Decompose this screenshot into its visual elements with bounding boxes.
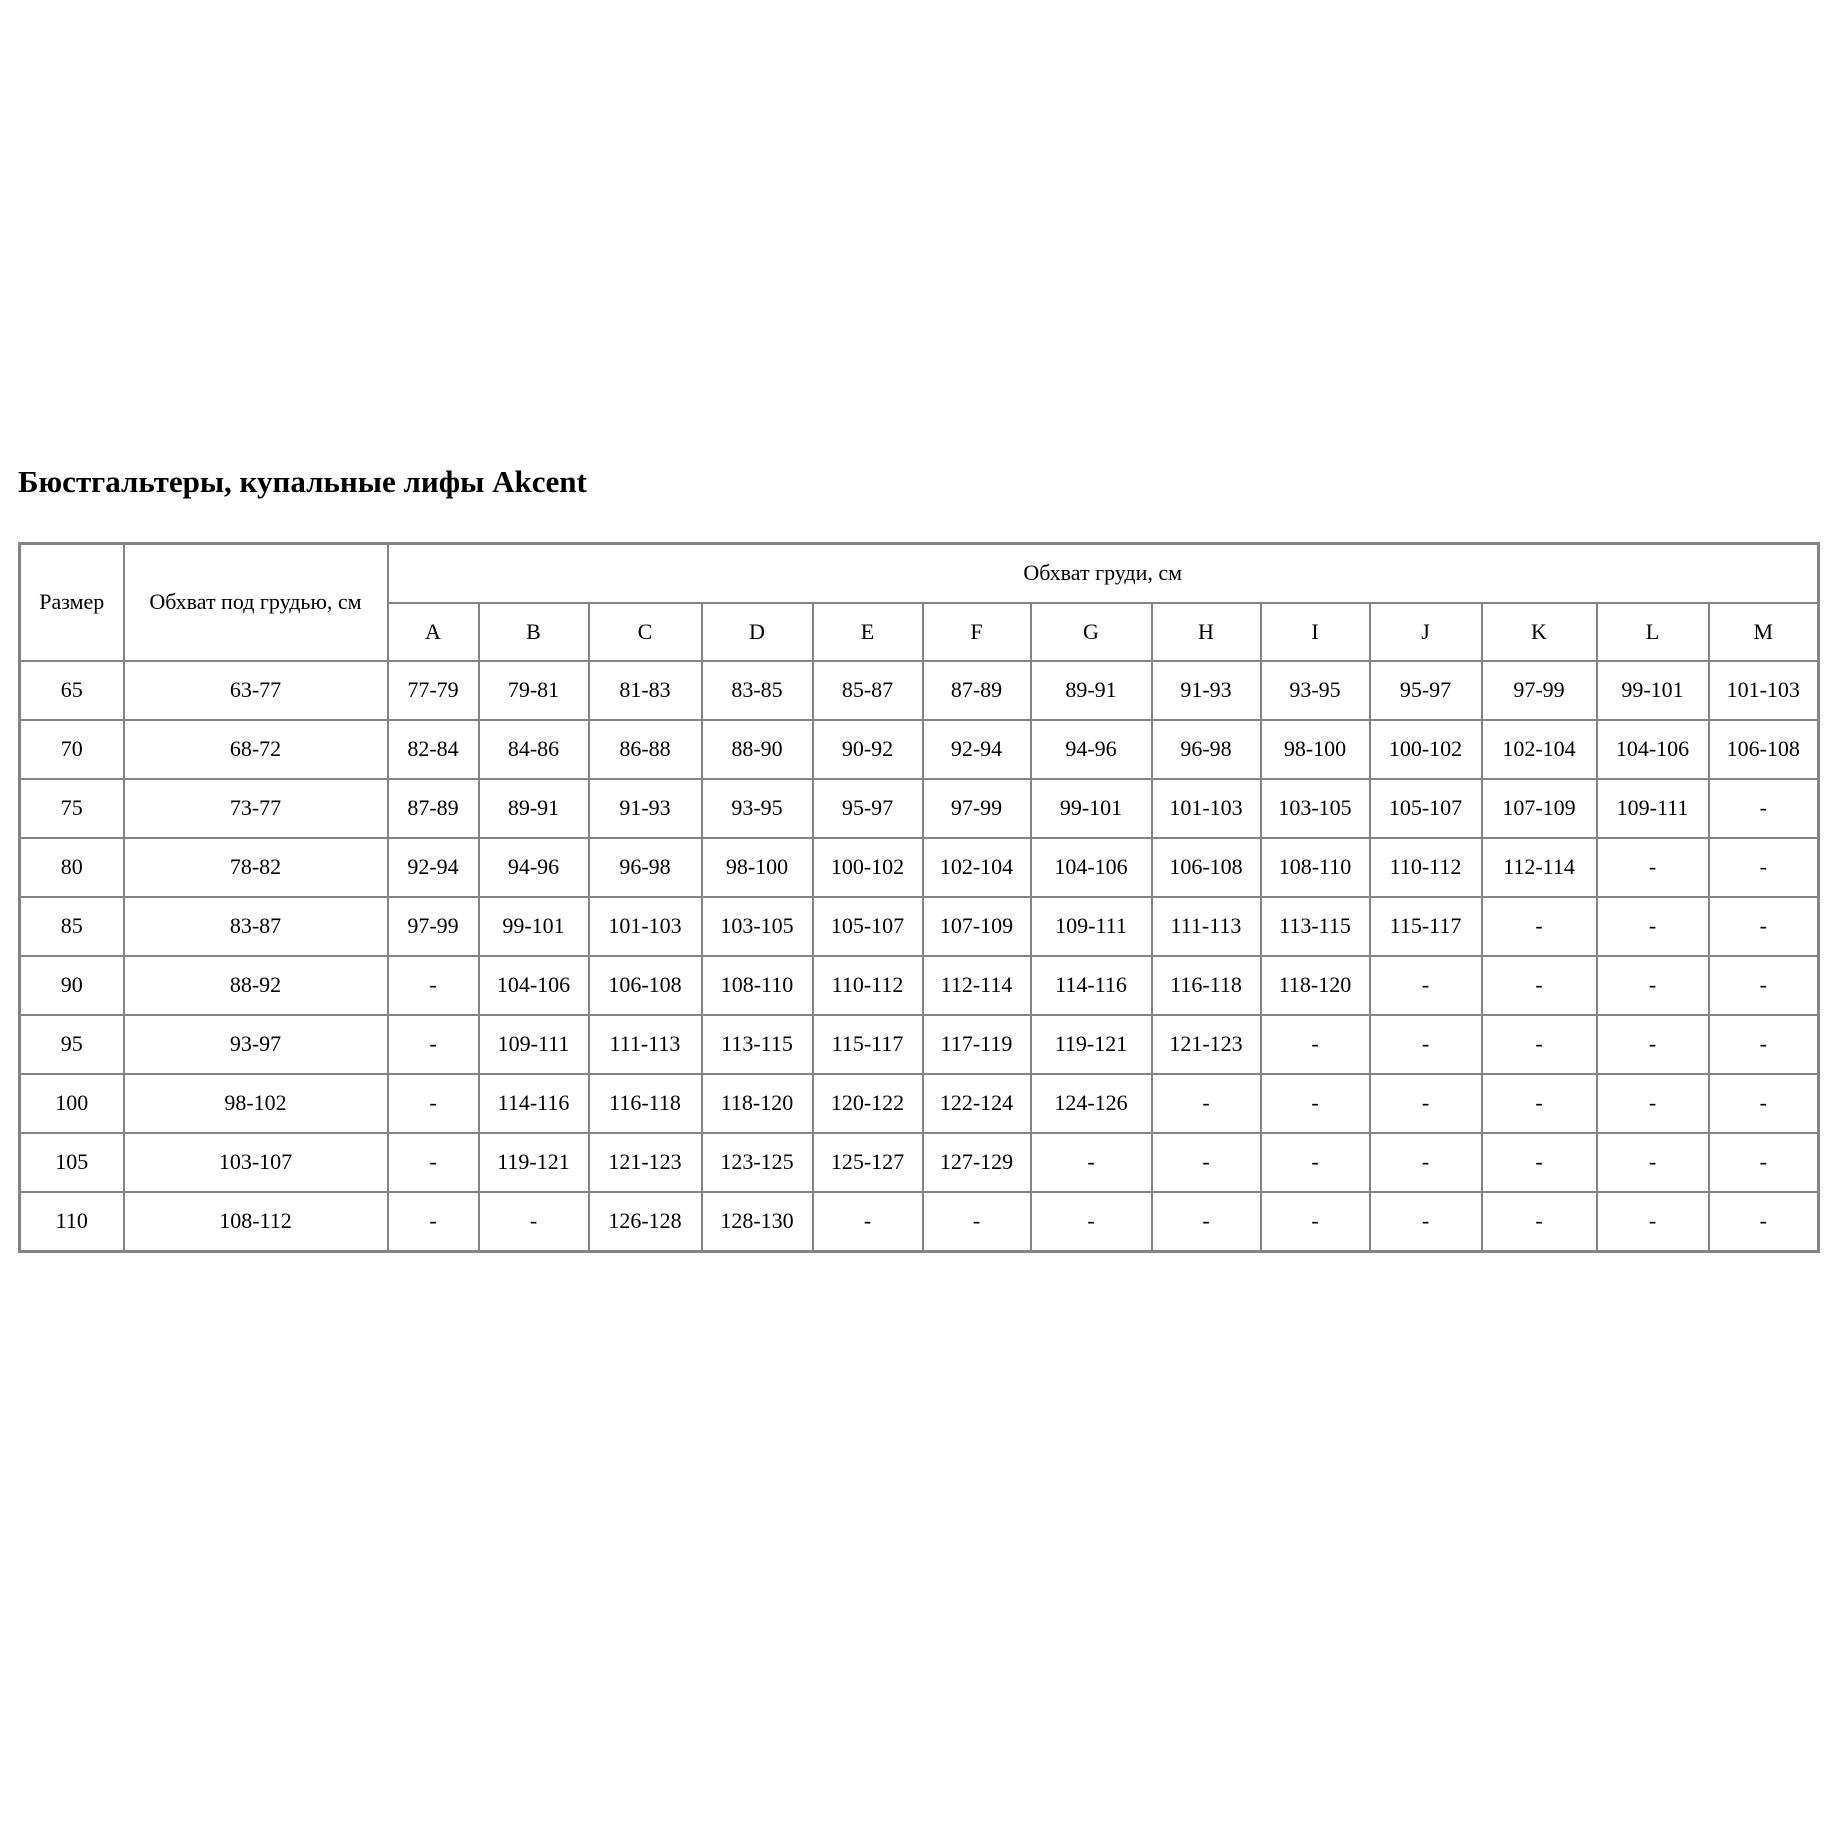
- cup-header-K: K: [1482, 603, 1597, 661]
- cup-cell: -: [1152, 1133, 1261, 1192]
- cup-cell: 82-84: [388, 720, 479, 779]
- cup-cell: -: [1709, 1192, 1819, 1251]
- cup-cell: 109-111: [479, 1015, 589, 1074]
- cup-cell: 119-121: [1031, 1015, 1152, 1074]
- cup-cell: -: [923, 1192, 1031, 1251]
- cup-cell: -: [1031, 1133, 1152, 1192]
- cup-cell: -: [1709, 779, 1819, 838]
- cup-cell: -: [1152, 1192, 1261, 1251]
- cup-header-H: H: [1152, 603, 1261, 661]
- underbust-cell: 78-82: [124, 838, 388, 897]
- table-row: [20, 1192, 1819, 1251]
- cup-cell: -: [1261, 1192, 1370, 1251]
- size-cell: 95: [20, 1015, 124, 1074]
- underbust-cell: 73-77: [124, 779, 388, 838]
- cup-cell: -: [1261, 1074, 1370, 1133]
- underbust-cell: 88-92: [124, 956, 388, 1015]
- cup-cell: 123-125: [702, 1133, 813, 1192]
- size-cell: 80: [20, 838, 124, 897]
- cup-cell: -: [1482, 1192, 1597, 1251]
- cup-cell: 79-81: [479, 661, 589, 720]
- cup-cell: -: [388, 1192, 479, 1251]
- cup-cell: -: [1709, 1074, 1819, 1133]
- cup-cell: 97-99: [923, 779, 1031, 838]
- cup-cell: 101-103: [1152, 779, 1261, 838]
- cup-cell: 113-115: [702, 1015, 813, 1074]
- cup-cell: 106-108: [1152, 838, 1261, 897]
- table-row: [20, 1133, 1819, 1192]
- cup-cell: 96-98: [589, 838, 702, 897]
- cup-cell: 116-118: [589, 1074, 702, 1133]
- cup-cell: 109-111: [1031, 897, 1152, 956]
- cup-cell: -: [813, 1192, 923, 1251]
- size-cell: 75: [20, 779, 124, 838]
- cup-cell: 87-89: [388, 779, 479, 838]
- cup-cell: 112-114: [1482, 838, 1597, 897]
- table-row: [20, 897, 1819, 956]
- cup-cell: 106-108: [1709, 720, 1819, 779]
- cup-cell: 112-114: [923, 956, 1031, 1015]
- cup-header-A: A: [388, 603, 479, 661]
- cup-header-L: L: [1597, 603, 1709, 661]
- size-cell: 110: [20, 1192, 124, 1251]
- cup-cell: -: [388, 1074, 479, 1133]
- cup-header-E: E: [813, 603, 923, 661]
- cup-cell: -: [1482, 1015, 1597, 1074]
- cup-cell: 98-100: [1261, 720, 1370, 779]
- cup-cell: -: [1370, 956, 1482, 1015]
- cup-cell: -: [1709, 897, 1819, 956]
- underbust-cell: 98-102: [124, 1074, 388, 1133]
- cup-cell: 120-122: [813, 1074, 923, 1133]
- cup-cell: 101-103: [589, 897, 702, 956]
- cup-cell: 110-112: [813, 956, 923, 1015]
- cup-cell: -: [1597, 1192, 1709, 1251]
- cup-cell: 100-102: [1370, 720, 1482, 779]
- cup-cell: 95-97: [1370, 661, 1482, 720]
- cup-cell: 86-88: [589, 720, 702, 779]
- cup-cell: 115-117: [1370, 897, 1482, 956]
- cup-cell: -: [1261, 1015, 1370, 1074]
- cup-cell: 92-94: [923, 720, 1031, 779]
- cup-header-J: J: [1370, 603, 1482, 661]
- cup-cell: -: [1370, 1133, 1482, 1192]
- cup-cell: 121-123: [1152, 1015, 1261, 1074]
- cup-cell: 125-127: [813, 1133, 923, 1192]
- cup-cell: 127-129: [923, 1133, 1031, 1192]
- cup-cell: 115-117: [813, 1015, 923, 1074]
- cup-cell: 108-110: [1261, 838, 1370, 897]
- cup-header-M: M: [1709, 603, 1819, 661]
- cup-cell: 98-100: [702, 838, 813, 897]
- cup-cell: 103-105: [702, 897, 813, 956]
- size-cell: 70: [20, 720, 124, 779]
- underbust-cell: 63-77: [124, 661, 388, 720]
- cup-cell: 110-112: [1370, 838, 1482, 897]
- cup-cell: -: [1482, 897, 1597, 956]
- table-header-row-1: [20, 544, 1819, 604]
- cup-header-B: B: [479, 603, 589, 661]
- size-cell: 100: [20, 1074, 124, 1133]
- cup-cell: -: [1370, 1015, 1482, 1074]
- cup-cell: -: [388, 1015, 479, 1074]
- cup-cell: -: [1597, 1133, 1709, 1192]
- cup-cell: 104-106: [479, 956, 589, 1015]
- cup-cell: -: [1597, 838, 1709, 897]
- cup-cell: 109-111: [1597, 779, 1709, 838]
- cup-cell: -: [1597, 1074, 1709, 1133]
- cup-cell: 117-119: [923, 1015, 1031, 1074]
- cup-cell: -: [388, 956, 479, 1015]
- cup-cell: -: [1482, 956, 1597, 1015]
- cup-cell: 105-107: [1370, 779, 1482, 838]
- cup-cell: 92-94: [388, 838, 479, 897]
- cup-cell: 90-92: [813, 720, 923, 779]
- cup-cell: 96-98: [1152, 720, 1261, 779]
- cup-cell: 101-103: [1709, 661, 1819, 720]
- cup-cell: 81-83: [589, 661, 702, 720]
- cup-cell: -: [1597, 1015, 1709, 1074]
- size-cell: 85: [20, 897, 124, 956]
- cup-header-D: D: [702, 603, 813, 661]
- cup-cell: 94-96: [1031, 720, 1152, 779]
- cup-cell: 102-104: [1482, 720, 1597, 779]
- header-bust: Обхват груди, см: [388, 544, 1819, 604]
- cup-cell: 118-120: [1261, 956, 1370, 1015]
- size-cell: 65: [20, 661, 124, 720]
- cup-cell: 118-120: [702, 1074, 813, 1133]
- table-row: [20, 779, 1819, 838]
- underbust-cell: 108-112: [124, 1192, 388, 1251]
- cup-header-I: I: [1261, 603, 1370, 661]
- cup-cell: 104-106: [1031, 838, 1152, 897]
- cup-cell: 122-124: [923, 1074, 1031, 1133]
- cup-cell: 105-107: [813, 897, 923, 956]
- cup-cell: -: [1152, 1074, 1261, 1133]
- cup-cell: 124-126: [1031, 1074, 1152, 1133]
- cup-header-F: F: [923, 603, 1031, 661]
- cup-cell: -: [1597, 897, 1709, 956]
- cup-cell: 114-116: [1031, 956, 1152, 1015]
- cup-cell: 107-109: [1482, 779, 1597, 838]
- underbust-cell: 103-107: [124, 1133, 388, 1192]
- size-cell: 105: [20, 1133, 124, 1192]
- cup-cell: 89-91: [1031, 661, 1152, 720]
- cup-cell: 99-101: [1597, 661, 1709, 720]
- page-title: Бюстгальтеры, купальные лифы Akcent: [18, 464, 587, 499]
- cup-cell: 103-105: [1261, 779, 1370, 838]
- cup-cell: 91-93: [1152, 661, 1261, 720]
- size-chart-table: [18, 542, 1820, 1253]
- cup-cell: 106-108: [589, 956, 702, 1015]
- size-cell: 90: [20, 956, 124, 1015]
- table-row: [20, 838, 1819, 897]
- cup-cell: 85-87: [813, 661, 923, 720]
- cup-cell: 121-123: [589, 1133, 702, 1192]
- cup-cell: -: [1709, 956, 1819, 1015]
- cup-cell: -: [1709, 1133, 1819, 1192]
- cup-cell: 84-86: [479, 720, 589, 779]
- cup-cell: 108-110: [702, 956, 813, 1015]
- cup-cell: 128-130: [702, 1192, 813, 1251]
- cup-cell: 119-121: [479, 1133, 589, 1192]
- cup-cell: -: [1031, 1192, 1152, 1251]
- cup-cell: 97-99: [1482, 661, 1597, 720]
- cup-cell: 111-113: [1152, 897, 1261, 956]
- cup-cell: -: [1370, 1074, 1482, 1133]
- cup-cell: 111-113: [589, 1015, 702, 1074]
- header-underbust: Обхват под грудью, см: [124, 544, 388, 662]
- cup-cell: 93-95: [702, 779, 813, 838]
- table-row: [20, 661, 1819, 720]
- cup-cell: 99-101: [1031, 779, 1152, 838]
- cup-cell: 83-85: [702, 661, 813, 720]
- cup-cell: 114-116: [479, 1074, 589, 1133]
- cup-cell: 99-101: [479, 897, 589, 956]
- cup-cell: 88-90: [702, 720, 813, 779]
- underbust-cell: 83-87: [124, 897, 388, 956]
- cup-cell: -: [1597, 956, 1709, 1015]
- table-row: [20, 1074, 1819, 1133]
- cup-cell: 77-79: [388, 661, 479, 720]
- cup-cell: 126-128: [589, 1192, 702, 1251]
- header-size: Размер: [20, 544, 124, 662]
- cup-cell: 91-93: [589, 779, 702, 838]
- underbust-cell: 93-97: [124, 1015, 388, 1074]
- cup-cell: 100-102: [813, 838, 923, 897]
- cup-cell: 89-91: [479, 779, 589, 838]
- cup-cell: -: [1709, 838, 1819, 897]
- cup-cell: -: [1709, 1015, 1819, 1074]
- cup-cell: -: [1370, 1192, 1482, 1251]
- cup-cell: 116-118: [1152, 956, 1261, 1015]
- cup-cell: 87-89: [923, 661, 1031, 720]
- cup-cell: -: [479, 1192, 589, 1251]
- cup-cell: 93-95: [1261, 661, 1370, 720]
- cup-cell: 113-115: [1261, 897, 1370, 956]
- cup-cell: 97-99: [388, 897, 479, 956]
- cup-cell: 104-106: [1597, 720, 1709, 779]
- cup-cell: 95-97: [813, 779, 923, 838]
- table-row: [20, 720, 1819, 779]
- cup-cell: -: [1261, 1133, 1370, 1192]
- cup-cell: -: [388, 1133, 479, 1192]
- cup-cell: -: [1482, 1074, 1597, 1133]
- cup-header-C: C: [589, 603, 702, 661]
- underbust-cell: 68-72: [124, 720, 388, 779]
- table-row: [20, 956, 1819, 1015]
- cup-cell: 94-96: [479, 838, 589, 897]
- cup-cell: 102-104: [923, 838, 1031, 897]
- cup-header-G: G: [1031, 603, 1152, 661]
- table-row: [20, 1015, 1819, 1074]
- cup-cell: 107-109: [923, 897, 1031, 956]
- cup-cell: -: [1482, 1133, 1597, 1192]
